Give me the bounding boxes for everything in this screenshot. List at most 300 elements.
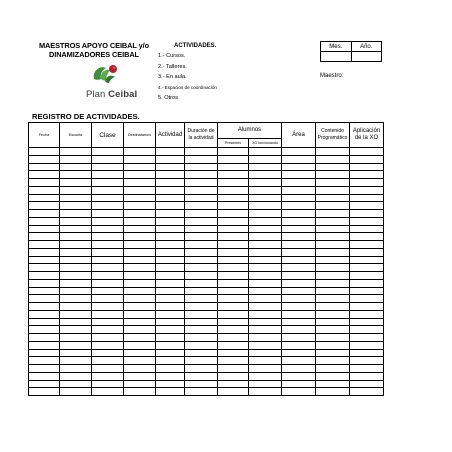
table-cell[interactable] (249, 233, 282, 241)
table-cell[interactable] (350, 155, 384, 163)
table-cell[interactable] (282, 248, 316, 256)
table-cell[interactable] (124, 248, 156, 256)
table-cell[interactable] (282, 155, 316, 163)
table-cell[interactable] (92, 334, 124, 342)
table-cell[interactable] (92, 318, 124, 326)
table-cell[interactable] (350, 334, 384, 342)
table-cell[interactable] (316, 264, 350, 272)
table-cell[interactable] (60, 233, 92, 241)
table-cell[interactable] (185, 264, 218, 272)
table-cell[interactable] (124, 372, 156, 380)
table-cell[interactable] (92, 272, 124, 280)
table-cell[interactable] (185, 318, 218, 326)
table-cell[interactable] (29, 171, 60, 179)
table-cell[interactable] (350, 210, 384, 218)
table-cell[interactable] (316, 248, 350, 256)
table-cell[interactable] (92, 287, 124, 295)
table-cell[interactable] (29, 248, 60, 256)
table-cell[interactable] (350, 310, 384, 318)
table-cell[interactable] (29, 264, 60, 272)
table-cell[interactable] (92, 217, 124, 225)
table-cell[interactable] (316, 326, 350, 334)
table-cell[interactable] (249, 310, 282, 318)
table-cell[interactable] (316, 194, 350, 202)
table-cell[interactable] (350, 357, 384, 365)
table-cell[interactable] (218, 372, 249, 380)
table-cell[interactable] (124, 380, 156, 388)
table-cell[interactable] (60, 171, 92, 179)
table-cell[interactable] (282, 233, 316, 241)
table-cell[interactable] (124, 365, 156, 373)
table-cell[interactable] (156, 349, 185, 357)
table-cell[interactable] (29, 295, 60, 303)
table-cell[interactable] (60, 287, 92, 295)
table-cell[interactable] (282, 241, 316, 249)
table-cell[interactable] (92, 303, 124, 311)
table-cell[interactable] (316, 334, 350, 342)
table-cell[interactable] (156, 148, 185, 156)
table-cell[interactable] (282, 179, 316, 187)
table-cell[interactable] (60, 388, 92, 396)
table-cell[interactable] (60, 303, 92, 311)
table-cell[interactable] (282, 256, 316, 264)
table-cell[interactable] (92, 264, 124, 272)
table-cell[interactable] (124, 310, 156, 318)
table-cell[interactable] (249, 217, 282, 225)
table-cell[interactable] (156, 380, 185, 388)
table-cell[interactable] (316, 287, 350, 295)
table-cell[interactable] (29, 179, 60, 187)
table-cell[interactable] (350, 256, 384, 264)
table-cell[interactable] (29, 310, 60, 318)
table-cell[interactable] (92, 365, 124, 373)
table-cell[interactable] (156, 225, 185, 233)
table-cell[interactable] (29, 287, 60, 295)
table-cell[interactable] (218, 179, 249, 187)
table-cell[interactable] (92, 194, 124, 202)
table-cell[interactable] (124, 148, 156, 156)
table-cell[interactable] (60, 357, 92, 365)
table-cell[interactable] (29, 279, 60, 287)
table-cell[interactable] (218, 155, 249, 163)
table-cell[interactable] (218, 349, 249, 357)
table-cell[interactable] (124, 326, 156, 334)
table-cell[interactable] (282, 372, 316, 380)
table-cell[interactable] (282, 365, 316, 373)
table-cell[interactable] (156, 241, 185, 249)
table-cell[interactable] (249, 241, 282, 249)
table-cell[interactable] (185, 303, 218, 311)
table-cell[interactable] (156, 295, 185, 303)
table-cell[interactable] (249, 194, 282, 202)
table-cell[interactable] (218, 279, 249, 287)
table-cell[interactable] (282, 310, 316, 318)
table-cell[interactable] (316, 202, 350, 210)
table-cell[interactable] (249, 202, 282, 210)
table-cell[interactable] (249, 171, 282, 179)
table-cell[interactable] (124, 272, 156, 280)
table-cell[interactable] (156, 303, 185, 311)
table-cell[interactable] (185, 241, 218, 249)
table-cell[interactable] (249, 318, 282, 326)
table-cell[interactable] (350, 217, 384, 225)
table-cell[interactable] (249, 365, 282, 373)
table-cell[interactable] (316, 210, 350, 218)
table-cell[interactable] (29, 186, 60, 194)
table-cell[interactable] (316, 372, 350, 380)
table-cell[interactable] (316, 217, 350, 225)
table-cell[interactable] (60, 194, 92, 202)
table-cell[interactable] (249, 272, 282, 280)
table-cell[interactable] (185, 341, 218, 349)
table-cell[interactable] (124, 287, 156, 295)
table-cell[interactable] (350, 171, 384, 179)
table-cell[interactable] (92, 279, 124, 287)
table-cell[interactable] (124, 186, 156, 194)
table-cell[interactable] (282, 272, 316, 280)
table-cell[interactable] (92, 210, 124, 218)
table-cell[interactable] (282, 388, 316, 396)
table-cell[interactable] (29, 256, 60, 264)
table-cell[interactable] (29, 318, 60, 326)
table-cell[interactable] (249, 372, 282, 380)
table-cell[interactable] (92, 256, 124, 264)
table-cell[interactable] (282, 217, 316, 225)
table-cell[interactable] (185, 233, 218, 241)
table-cell[interactable] (60, 318, 92, 326)
table-cell[interactable] (124, 217, 156, 225)
table-cell[interactable] (60, 380, 92, 388)
table-cell[interactable] (156, 202, 185, 210)
table-cell[interactable] (218, 241, 249, 249)
table-cell[interactable] (60, 210, 92, 218)
table-cell[interactable] (185, 163, 218, 171)
table-cell[interactable] (124, 264, 156, 272)
table-cell[interactable] (249, 349, 282, 357)
table-cell[interactable] (218, 194, 249, 202)
table-cell[interactable] (249, 341, 282, 349)
table-cell[interactable] (185, 295, 218, 303)
table-cell[interactable] (60, 326, 92, 334)
table-cell[interactable] (29, 388, 60, 396)
table-cell[interactable] (282, 171, 316, 179)
table-cell[interactable] (29, 163, 60, 171)
table-cell[interactable] (316, 279, 350, 287)
table-cell[interactable] (185, 148, 218, 156)
table-cell[interactable] (350, 272, 384, 280)
table-cell[interactable] (282, 295, 316, 303)
table-cell[interactable] (218, 295, 249, 303)
table-cell[interactable] (316, 349, 350, 357)
table-cell[interactable] (350, 341, 384, 349)
table-cell[interactable] (60, 186, 92, 194)
table-cell[interactable] (185, 380, 218, 388)
table-cell[interactable] (156, 163, 185, 171)
table-cell[interactable] (156, 171, 185, 179)
table-cell[interactable] (60, 310, 92, 318)
table-cell[interactable] (282, 202, 316, 210)
table-cell[interactable] (92, 349, 124, 357)
table-cell[interactable] (29, 326, 60, 334)
table-cell[interactable] (282, 357, 316, 365)
table-cell[interactable] (282, 334, 316, 342)
table-cell[interactable] (92, 241, 124, 249)
table-cell[interactable] (316, 256, 350, 264)
table-cell[interactable] (124, 179, 156, 187)
table-cell[interactable] (29, 210, 60, 218)
table-cell[interactable] (218, 388, 249, 396)
table-cell[interactable] (282, 264, 316, 272)
table-cell[interactable] (29, 372, 60, 380)
table-cell[interactable] (29, 148, 60, 156)
table-cell[interactable] (316, 272, 350, 280)
table-cell[interactable] (316, 318, 350, 326)
table-cell[interactable] (29, 349, 60, 357)
table-cell[interactable] (92, 341, 124, 349)
table-cell[interactable] (316, 148, 350, 156)
table-cell[interactable] (185, 287, 218, 295)
table-cell[interactable] (60, 372, 92, 380)
table-cell[interactable] (92, 380, 124, 388)
table-cell[interactable] (249, 279, 282, 287)
table-cell[interactable] (156, 357, 185, 365)
table-cell[interactable] (249, 388, 282, 396)
table-cell[interactable] (316, 303, 350, 311)
table-cell[interactable] (185, 248, 218, 256)
table-cell[interactable] (156, 318, 185, 326)
table-cell[interactable] (60, 256, 92, 264)
table-cell[interactable] (185, 217, 218, 225)
table-cell[interactable] (185, 272, 218, 280)
table-cell[interactable] (92, 171, 124, 179)
table-cell[interactable] (249, 163, 282, 171)
table-cell[interactable] (60, 264, 92, 272)
table-cell[interactable] (124, 279, 156, 287)
table-cell[interactable] (282, 318, 316, 326)
table-cell[interactable] (282, 225, 316, 233)
table-cell[interactable] (249, 186, 282, 194)
table-cell[interactable] (29, 155, 60, 163)
table-cell[interactable] (350, 380, 384, 388)
table-cell[interactable] (124, 334, 156, 342)
table-cell[interactable] (218, 148, 249, 156)
table-cell[interactable] (316, 155, 350, 163)
table-cell[interactable] (316, 365, 350, 373)
table-cell[interactable] (60, 148, 92, 156)
table-cell[interactable] (249, 256, 282, 264)
table-cell[interactable] (60, 241, 92, 249)
table-cell[interactable] (92, 372, 124, 380)
table-cell[interactable] (249, 210, 282, 218)
table-cell[interactable] (218, 334, 249, 342)
table-cell[interactable] (29, 365, 60, 373)
table-cell[interactable] (92, 225, 124, 233)
year-field[interactable] (351, 52, 381, 62)
table-cell[interactable] (350, 148, 384, 156)
table-cell[interactable] (249, 248, 282, 256)
table-cell[interactable] (29, 233, 60, 241)
table-cell[interactable] (282, 194, 316, 202)
table-cell[interactable] (185, 179, 218, 187)
table-cell[interactable] (29, 357, 60, 365)
table-cell[interactable] (350, 264, 384, 272)
table-cell[interactable] (350, 179, 384, 187)
table-cell[interactable] (156, 326, 185, 334)
table-cell[interactable] (316, 233, 350, 241)
table-cell[interactable] (156, 210, 185, 218)
table-cell[interactable] (350, 225, 384, 233)
table-cell[interactable] (350, 241, 384, 249)
table-cell[interactable] (92, 295, 124, 303)
table-cell[interactable] (218, 202, 249, 210)
table-cell[interactable] (249, 380, 282, 388)
table-cell[interactable] (156, 256, 185, 264)
table-cell[interactable] (218, 163, 249, 171)
table-cell[interactable] (218, 380, 249, 388)
table-cell[interactable] (124, 318, 156, 326)
table-cell[interactable] (185, 372, 218, 380)
table-cell[interactable] (124, 349, 156, 357)
table-cell[interactable] (249, 225, 282, 233)
table-cell[interactable] (350, 372, 384, 380)
table-cell[interactable] (249, 287, 282, 295)
table-cell[interactable] (185, 349, 218, 357)
table-cell[interactable] (350, 365, 384, 373)
table-cell[interactable] (282, 287, 316, 295)
table-cell[interactable] (185, 194, 218, 202)
table-cell[interactable] (29, 341, 60, 349)
table-cell[interactable] (124, 241, 156, 249)
table-cell[interactable] (60, 248, 92, 256)
table-cell[interactable] (156, 155, 185, 163)
table-cell[interactable] (60, 334, 92, 342)
table-cell[interactable] (249, 155, 282, 163)
table-cell[interactable] (29, 194, 60, 202)
table-cell[interactable] (92, 248, 124, 256)
table-cell[interactable] (350, 295, 384, 303)
table-cell[interactable] (124, 357, 156, 365)
table-cell[interactable] (316, 341, 350, 349)
table-cell[interactable] (316, 388, 350, 396)
table-cell[interactable] (316, 225, 350, 233)
table-cell[interactable] (350, 318, 384, 326)
table-cell[interactable] (185, 210, 218, 218)
table-cell[interactable] (92, 186, 124, 194)
table-cell[interactable] (282, 326, 316, 334)
table-cell[interactable] (156, 341, 185, 349)
table-cell[interactable] (282, 303, 316, 311)
table-cell[interactable] (218, 272, 249, 280)
table-cell[interactable] (218, 357, 249, 365)
table-cell[interactable] (92, 310, 124, 318)
table-cell[interactable] (185, 202, 218, 210)
table-cell[interactable] (350, 202, 384, 210)
table-cell[interactable] (29, 380, 60, 388)
table-cell[interactable] (218, 326, 249, 334)
table-cell[interactable] (316, 163, 350, 171)
table-cell[interactable] (185, 155, 218, 163)
table-cell[interactable] (249, 179, 282, 187)
table-cell[interactable] (249, 326, 282, 334)
table-cell[interactable] (249, 264, 282, 272)
table-cell[interactable] (316, 241, 350, 249)
table-cell[interactable] (124, 233, 156, 241)
table-cell[interactable] (350, 279, 384, 287)
table-cell[interactable] (29, 202, 60, 210)
table-cell[interactable] (156, 310, 185, 318)
table-cell[interactable] (316, 310, 350, 318)
table-cell[interactable] (218, 171, 249, 179)
table-cell[interactable] (60, 295, 92, 303)
table-cell[interactable] (156, 264, 185, 272)
table-cell[interactable] (218, 248, 249, 256)
table-cell[interactable] (156, 194, 185, 202)
table-cell[interactable] (282, 341, 316, 349)
table-cell[interactable] (350, 186, 384, 194)
table-cell[interactable] (185, 310, 218, 318)
table-cell[interactable] (92, 148, 124, 156)
table-cell[interactable] (156, 287, 185, 295)
table-cell[interactable] (218, 318, 249, 326)
table-cell[interactable] (156, 279, 185, 287)
table-cell[interactable] (185, 388, 218, 396)
table-cell[interactable] (29, 334, 60, 342)
table-cell[interactable] (218, 310, 249, 318)
table-cell[interactable] (316, 357, 350, 365)
table-cell[interactable] (316, 380, 350, 388)
table-cell[interactable] (282, 349, 316, 357)
table-cell[interactable] (282, 210, 316, 218)
table-cell[interactable] (156, 372, 185, 380)
table-cell[interactable] (60, 217, 92, 225)
table-cell[interactable] (92, 233, 124, 241)
table-cell[interactable] (249, 295, 282, 303)
table-cell[interactable] (350, 287, 384, 295)
table-cell[interactable] (29, 303, 60, 311)
table-cell[interactable] (218, 210, 249, 218)
table-cell[interactable] (60, 341, 92, 349)
table-cell[interactable] (156, 186, 185, 194)
table-cell[interactable] (350, 326, 384, 334)
table-cell[interactable] (124, 388, 156, 396)
table-cell[interactable] (156, 334, 185, 342)
table-cell[interactable] (92, 357, 124, 365)
table-cell[interactable] (249, 303, 282, 311)
table-cell[interactable] (350, 303, 384, 311)
table-cell[interactable] (124, 163, 156, 171)
table-cell[interactable] (218, 233, 249, 241)
table-cell[interactable] (156, 365, 185, 373)
table-cell[interactable] (29, 217, 60, 225)
table-cell[interactable] (92, 163, 124, 171)
table-cell[interactable] (92, 326, 124, 334)
table-cell[interactable] (185, 256, 218, 264)
table-cell[interactable] (124, 295, 156, 303)
table-cell[interactable] (156, 179, 185, 187)
table-cell[interactable] (218, 303, 249, 311)
table-cell[interactable] (218, 264, 249, 272)
table-cell[interactable] (282, 186, 316, 194)
table-cell[interactable] (185, 334, 218, 342)
table-cell[interactable] (60, 365, 92, 373)
table-cell[interactable] (185, 171, 218, 179)
table-cell[interactable] (218, 225, 249, 233)
table-cell[interactable] (156, 248, 185, 256)
table-cell[interactable] (92, 388, 124, 396)
table-cell[interactable] (60, 279, 92, 287)
table-cell[interactable] (124, 256, 156, 264)
table-cell[interactable] (185, 357, 218, 365)
